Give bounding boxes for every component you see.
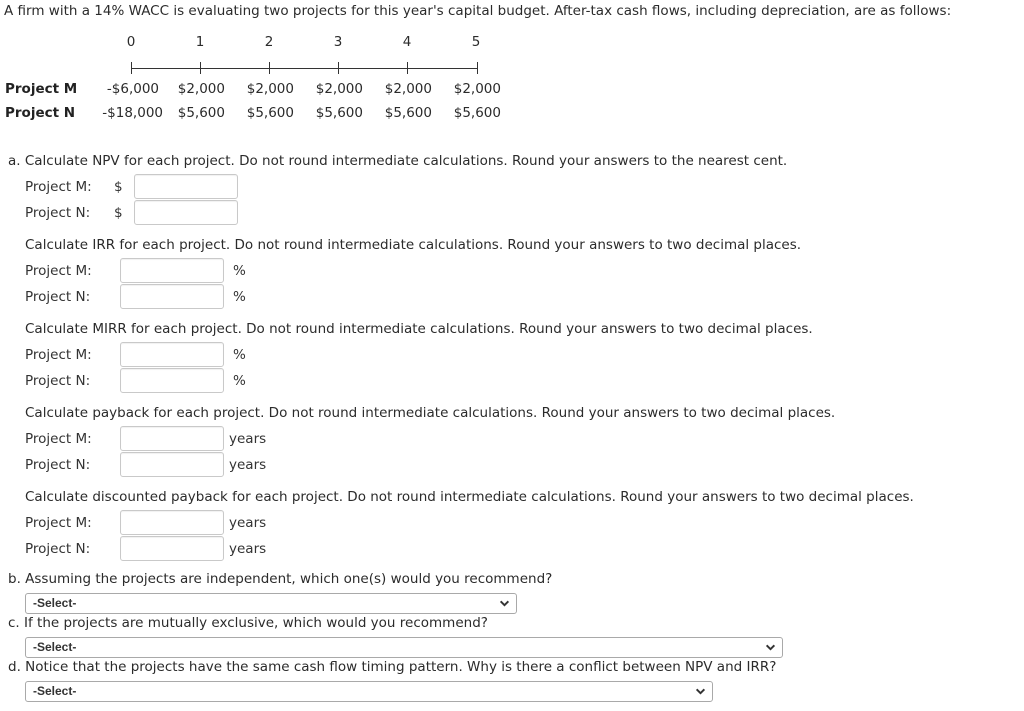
part-b-select[interactable]	[25, 593, 517, 614]
period-2: 2	[264, 34, 274, 50]
cash-flow-cell: $2,000	[246, 81, 294, 97]
mirr-n-input[interactable]	[120, 368, 224, 393]
percent-unit: %	[233, 289, 246, 305]
dpayback-n-label: Project N:	[25, 541, 91, 557]
mirr-m-input[interactable]	[120, 342, 224, 367]
irr-m-label: Project M:	[25, 263, 92, 279]
years-unit: years	[229, 515, 267, 531]
cash-flow-cell: $5,600	[384, 105, 432, 121]
discounted-payback-prompt: Calculate discounted payback for each project. Do not round intermediate calculations. Round your answers to two decimal places.	[25, 489, 914, 505]
period-1: 1	[195, 34, 205, 50]
cash-flow-cell: -$18,000	[102, 105, 163, 121]
project-n-label: Project N	[5, 105, 76, 121]
dpayback-m-label: Project M:	[25, 515, 92, 531]
npv-m-input[interactable]	[134, 174, 238, 199]
period-4: 4	[402, 34, 412, 50]
cash-flow-cell: $5,600	[315, 105, 363, 121]
project-m-label: Project M	[5, 81, 78, 97]
problem-intro: A firm with a 14% WACC is evaluating two projects for this year's capital budget. After-tax cash flows, including depreciation, are as follows:	[4, 3, 952, 19]
timeline-tick	[131, 62, 132, 74]
period-5: 5	[471, 34, 481, 50]
period-0: 0	[126, 34, 136, 50]
mirr-m-label: Project M:	[25, 347, 92, 363]
chevron-down-icon	[695, 686, 706, 697]
part-d-prompt: d. Notice that the projects have the same cash flow timing pattern. Why is there a conflict between NPV and IRR?	[8, 659, 777, 675]
period-3: 3	[333, 34, 343, 50]
payback-n-label: Project N:	[25, 457, 91, 473]
part-b-prompt: b. Assuming the projects are independent, which one(s) would you recommend?	[8, 571, 553, 587]
npv-m-label: Project M:	[25, 179, 92, 195]
currency-symbol: $	[114, 179, 123, 195]
part-d-select[interactable]	[25, 681, 713, 702]
timeline-tick	[269, 62, 270, 74]
dpayback-n-input[interactable]	[120, 536, 224, 561]
select-value: -Select-	[33, 596, 77, 610]
timeline-tick	[477, 62, 478, 74]
mirr-n-label: Project N:	[25, 373, 91, 389]
payback-n-input[interactable]	[120, 452, 224, 477]
npv-prompt: a. Calculate NPV for each project. Do not round intermediate calculations. Round your answers to the nearest cent.	[8, 153, 788, 169]
chevron-down-icon	[765, 642, 776, 653]
npv-n-label: Project N:	[25, 205, 91, 221]
part-c-prompt: c. If the projects are mutually exclusive, which would you recommend?	[8, 615, 488, 631]
years-unit: years	[229, 541, 267, 557]
percent-unit: %	[233, 347, 246, 363]
irr-n-label: Project N:	[25, 289, 91, 305]
currency-symbol: $	[114, 205, 123, 221]
cash-flow-cell: $5,600	[177, 105, 225, 121]
mirr-prompt: Calculate MIRR for each project. Do not round intermediate calculations. Round your answers to two decimal places.	[25, 321, 813, 337]
cash-flow-cell: $5,600	[453, 105, 501, 121]
select-value: -Select-	[33, 684, 77, 698]
cash-flow-cell: $2,000	[453, 81, 501, 97]
irr-prompt: Calculate IRR for each project. Do not round intermediate calculations. Round your answers to two decimal places.	[25, 237, 802, 253]
cash-flow-cell: $2,000	[384, 81, 432, 97]
timeline-tick	[407, 62, 408, 74]
timeline-tick	[200, 62, 201, 74]
payback-m-label: Project M:	[25, 431, 92, 447]
cash-flow-cell: $5,600	[246, 105, 294, 121]
cash-flow-cell: -$6,000	[106, 81, 159, 97]
years-unit: years	[229, 431, 267, 447]
select-value: -Select-	[33, 640, 77, 654]
cash-flow-cell: $2,000	[177, 81, 225, 97]
percent-unit: %	[233, 263, 246, 279]
percent-unit: %	[233, 373, 246, 389]
dpayback-m-input[interactable]	[120, 510, 224, 535]
part-c-select[interactable]	[25, 637, 783, 658]
irr-n-input[interactable]	[120, 284, 224, 309]
npv-n-input[interactable]	[134, 200, 238, 225]
timeline-axis	[131, 68, 478, 69]
irr-m-input[interactable]	[120, 258, 224, 283]
payback-m-input[interactable]	[120, 426, 224, 451]
years-unit: years	[229, 457, 267, 473]
chevron-down-icon	[499, 598, 510, 609]
cash-flow-cell: $2,000	[315, 81, 363, 97]
timeline-tick	[338, 62, 339, 74]
payback-prompt: Calculate payback for each project. Do not round intermediate calculations. Round your answers to two decimal places.	[25, 405, 836, 421]
